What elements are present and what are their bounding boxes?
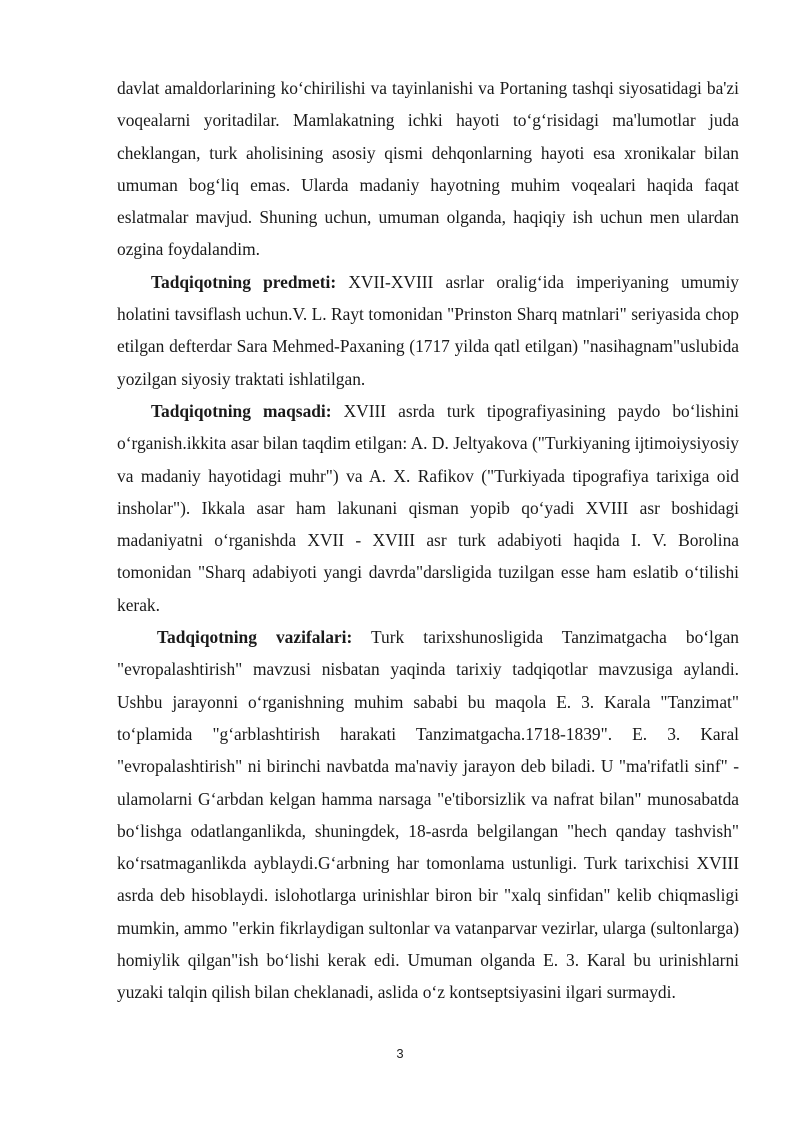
- paragraph-intro: [117, 72, 739, 266]
- body-text: [117, 72, 739, 1009]
- section-heading-tasks: Tadqiqotning vazifalari:: [157, 627, 353, 648]
- page-number: 3: [396, 1046, 404, 1061]
- paragraph-text: davlat amaldorlarining ko‘chirilishi va tayinlanishi va Portaning tashqi siyosatidagi ba'zi voqealarni yoritadilar. Mamlakatning ichki hayoti to‘g‘risidagi ma'lumotlar juda cheklangan, turk aholisining asosiy qismi dehqonlarning hayoti esa xronikalar bilan umuman bog‘liq emas. Ularda madaniy hayotning muhim voqealari haqida faqat eslatmalar mavjud. Shuning uchun, umuman olganda, haqiqiy ish uchun men ulardan ozgina foydalandim.: [117, 78, 739, 260]
- paragraph-goal: [117, 395, 739, 621]
- paragraph-text: XVIII asrda turk tipografiyasining paydo bo‘lishini o‘rganish.ikkita asar bilan taqdim etilgan: A. D. Jeltyakova ("Turkiyaning ijtimoiysiyosiy va madaniy hayotidagi muhr") va A. X. Rafikov ("Turkiyada tipografiya tarixiga oid insholar"). Ikkala asar ham lakunani qisman yopib qo‘yadi XVIII asr boshidagi madaniyatni o‘rganishda XVII - XVIII asr turk adabiyoti haqida I. V. Borolina tomonidan "Sharq adabiyoti yangi davrda"darsligida tuzilgan esse ham eslatib o‘tilishi kerak.: [117, 400, 739, 615]
- section-heading-subject: Tadqiqotning predmeti:: [151, 271, 337, 292]
- paragraph-subject: [117, 266, 739, 395]
- section-heading-goal: Tadqiqotning maqsadi:: [151, 400, 332, 421]
- paragraph-text: Turk tarixshunosligida Tanzimatgacha bo‘lgan "evropalashtirish" mavzusi nisbatan yaqinda tarixiy tadqiqotlar mavzusiga aylandi. Ushbu jarayonni o‘rganishning muhim sababi bu maqola E. 3. Karala "Tanzimat" to‘plamida "g‘arblashtirish harakati Tanzimatgacha.1718-1839". E. 3. Karal "evropalashtirish" ni birinchi navbatda ma'naviy jarayon deb biladi. U "ma'rifatli sinf" - ulamolarni G‘arbdan kelgan hamma narsaga "e'tiborsizlik va nafrat bilan" munosabatda bo‘lishga odatlanganlikda, shuningdek, 18-asrda belgilangan "hech qanday tashvish" ko‘rsatmaganlikda ayblaydi.G‘arbning har tomonlama ustunligi. Turk tarixchisi XVIII asrda deb hisoblaydi. islohotlarga urinishlar biron bir "xalq sinfidan" kelib chiqmasligi mumkin, ammo "erkin fikrlaydigan sultonlar va vatanparvar vezirlar, ularga (sultonlarga) homiylik qilgan"ish bo‘lishi kerak edi. Umuman olganda E. 3. Karal bu urinishlarni yuzaki talqin qilish bilan cheklanadi, aslida o‘z kontseptsiyasini ilgari surmaydi.: [117, 627, 739, 1003]
- paragraph-text: XVII-XVIII asrlar oralig‘ida imperiyaning umumiy holatini tavsiflash uchun.V. L. Rayt tomonidan "Prinston Sharq matnlari" seriyasida chop etilgan defterdar Sara Mehmed-Paxaning (1717 yilda qatl etilgan) "nasihagnam"uslubida yozilgan siyosiy traktati ishlatilgan.: [117, 271, 739, 389]
- paragraph-tasks: [117, 621, 739, 1009]
